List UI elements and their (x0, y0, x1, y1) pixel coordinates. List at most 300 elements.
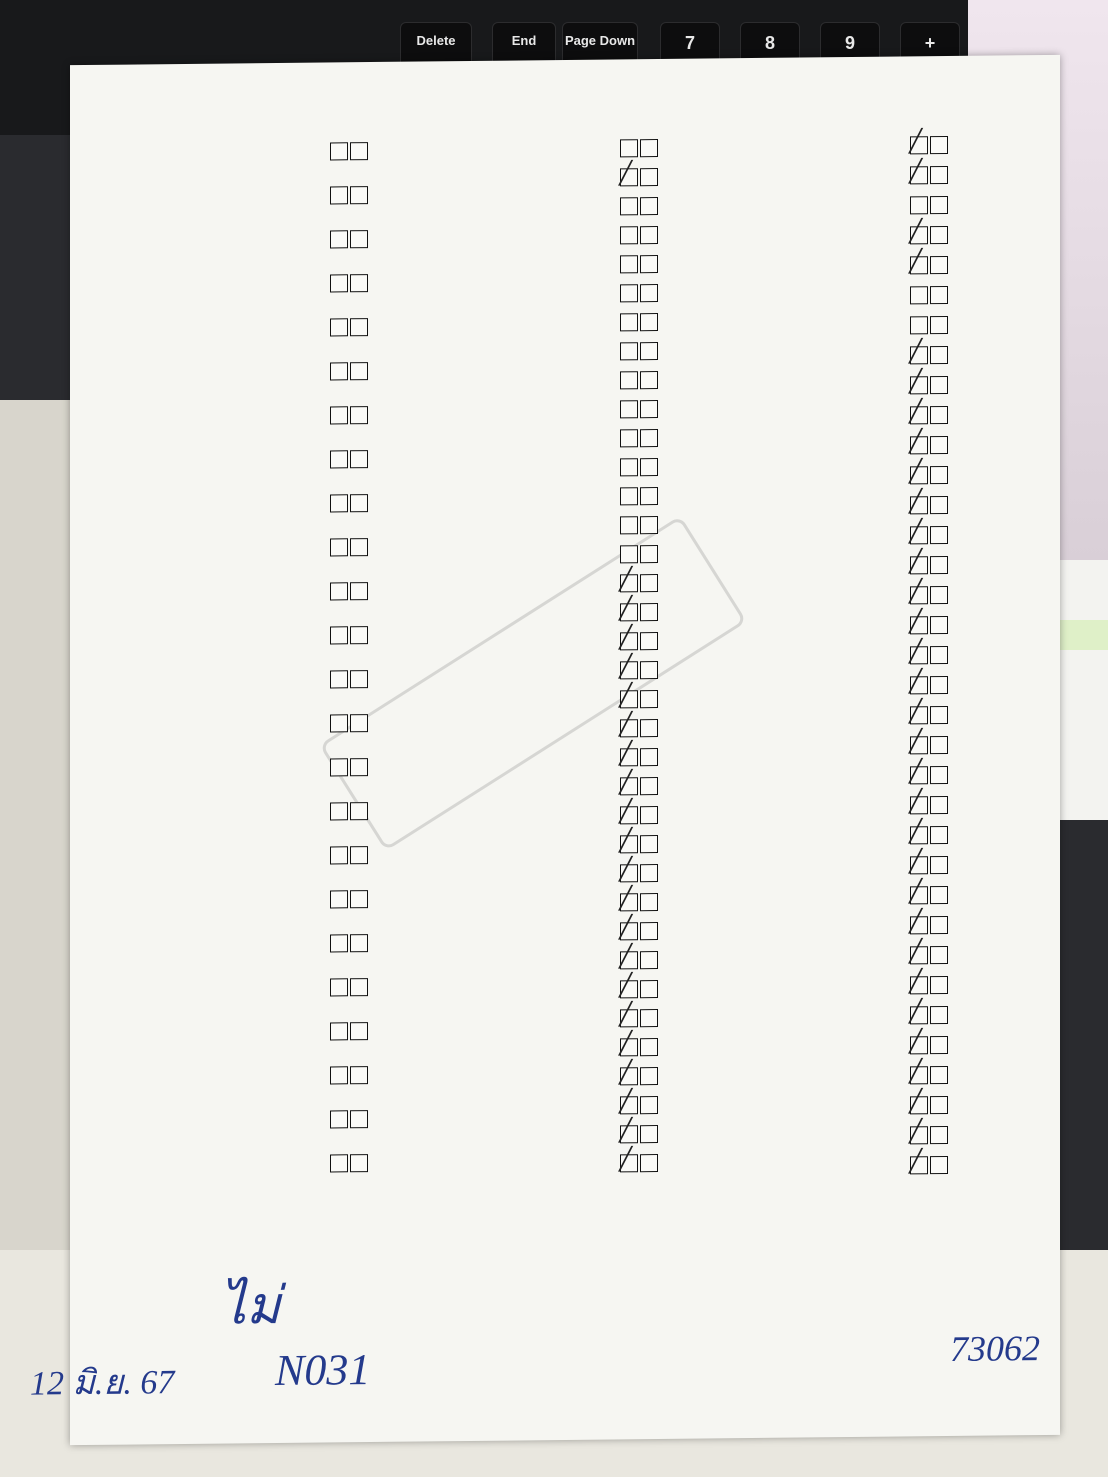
checkbox-fix[interactable] (930, 526, 948, 544)
checkbox-normal[interactable] (330, 890, 348, 908)
checkbox-normal[interactable] (619, 1147, 638, 1173)
checkbox-fix[interactable] (640, 226, 658, 244)
checklist-item (385, 429, 675, 454)
checklist-item (385, 226, 675, 251)
checklist-item (670, 969, 1050, 1001)
checkbox-normal[interactable] (619, 770, 638, 796)
checkbox-normal[interactable] (330, 1110, 348, 1128)
checkbox-normal[interactable] (620, 284, 638, 302)
checklist-item (100, 362, 390, 387)
checkbox-fix[interactable] (350, 318, 368, 336)
checklist-item (385, 161, 675, 193)
checkbox-fix[interactable] (640, 603, 658, 621)
checkbox-normal[interactable] (620, 226, 638, 244)
code-handwritten: N031 (275, 1345, 371, 1396)
check-mark-icon: ╱ (909, 399, 923, 425)
checkbox-normal[interactable] (619, 857, 638, 883)
checklist-item (670, 399, 1050, 431)
checklist-item (385, 741, 675, 773)
checkbox-fix[interactable] (350, 626, 368, 644)
checklist-item (100, 758, 390, 783)
checkbox-normal[interactable] (620, 429, 638, 447)
form-title (70, 73, 1060, 83)
checkbox-normal[interactable] (909, 579, 928, 605)
check-mark-icon: ╱ (619, 1147, 633, 1173)
checkbox-normal[interactable] (330, 274, 348, 292)
checkbox-fix[interactable] (930, 226, 948, 244)
check-mark-icon: ╱ (909, 369, 923, 395)
checkbox-fix[interactable] (640, 255, 658, 273)
checkbox-normal[interactable] (330, 186, 348, 204)
checkbox-fix[interactable] (930, 1156, 948, 1174)
checkbox-fix[interactable] (350, 230, 368, 248)
checkbox-fix[interactable] (930, 556, 948, 574)
checklist-item (100, 230, 390, 255)
checkbox-fix[interactable] (930, 766, 948, 784)
checklist-item (385, 973, 675, 1005)
inspection-form (30, 55, 1060, 1445)
checkbox-fix[interactable] (350, 142, 368, 160)
checklist-item (385, 139, 675, 164)
checklist-item (385, 1118, 675, 1150)
checkbox-fix[interactable] (930, 1066, 948, 1084)
checklist-item (100, 1154, 390, 1179)
checklist-item (100, 978, 390, 1003)
checkbox-fix[interactable] (350, 846, 368, 864)
checkbox-fix[interactable] (350, 450, 368, 468)
checklist-item (100, 318, 390, 343)
checkbox-fix[interactable] (640, 516, 658, 534)
key-label: 7 (684, 33, 695, 53)
checkbox-fix[interactable] (350, 582, 368, 600)
check-mark-icon: ╱ (909, 339, 923, 365)
checkbox-fix[interactable] (640, 429, 658, 447)
checkbox-fix[interactable] (350, 802, 368, 820)
checkbox-normal[interactable] (620, 516, 638, 534)
checkbox-normal[interactable] (909, 489, 928, 515)
checkbox-fix[interactable] (930, 166, 948, 184)
checkbox-fix[interactable] (640, 1038, 658, 1056)
checkbox-normal[interactable] (619, 567, 638, 593)
checklist-item (385, 683, 675, 715)
checkbox-fix[interactable] (930, 346, 948, 364)
check-mark-icon: ╱ (619, 1031, 633, 1057)
checkbox-normal[interactable] (910, 316, 928, 334)
check-mark-icon: ╱ (909, 1119, 923, 1145)
checkbox-fix[interactable] (640, 1154, 658, 1172)
checkbox-fix[interactable] (930, 496, 948, 514)
checkbox-fix[interactable] (350, 890, 368, 908)
checkbox-fix[interactable] (930, 376, 948, 394)
checkbox-normal[interactable] (909, 1029, 928, 1055)
checkbox-fix[interactable] (930, 946, 948, 964)
checkbox-fix[interactable] (640, 748, 658, 766)
checkbox-normal[interactable] (909, 609, 928, 635)
checklist-item (670, 909, 1050, 941)
checkbox-normal[interactable] (619, 915, 638, 941)
checkbox-fix[interactable] (930, 1036, 948, 1054)
qc-signature: ไม่ (220, 1277, 281, 1336)
checkbox-fix[interactable] (640, 661, 658, 679)
checkbox-normal[interactable] (909, 1059, 928, 1085)
check-mark-icon: ╱ (619, 683, 633, 709)
checkbox-fix[interactable] (930, 406, 948, 424)
checkbox-normal[interactable] (619, 654, 638, 680)
checkbox-normal[interactable] (909, 999, 928, 1025)
checkbox-fix[interactable] (930, 136, 948, 154)
check-mark-icon: ╱ (909, 1059, 923, 1085)
checkbox-fix[interactable] (350, 978, 368, 996)
checklist-item (670, 195, 1050, 221)
checklist-item (385, 545, 675, 570)
checkbox-fix[interactable] (350, 406, 368, 424)
checkbox-normal[interactable] (619, 799, 638, 825)
checkbox-normal[interactable] (619, 712, 638, 738)
checkbox-fix[interactable] (640, 1067, 658, 1085)
checklist-item (100, 714, 390, 739)
checklist-column-2 (385, 119, 675, 1173)
checkbox-fix[interactable] (640, 487, 658, 505)
checkbox-normal[interactable] (619, 625, 638, 651)
checkbox-normal[interactable] (330, 802, 348, 820)
checkbox-fix[interactable] (350, 538, 368, 556)
checkbox-fix[interactable] (350, 1022, 368, 1040)
date-handwritten: 12 มิ.ย. 67 (30, 1364, 175, 1403)
checkbox-fix[interactable] (930, 316, 948, 334)
checklist-item (385, 342, 675, 367)
checkbox-fix[interactable] (930, 916, 948, 934)
checkbox-fix[interactable] (640, 777, 658, 795)
checkbox-normal[interactable] (330, 406, 348, 424)
checklist-item (385, 197, 675, 222)
checkbox-fix[interactable] (350, 494, 368, 512)
checkbox-fix[interactable] (930, 976, 948, 994)
checkbox-fix[interactable] (640, 835, 658, 853)
checklist-item (385, 1031, 675, 1063)
checkbox-normal[interactable] (909, 939, 928, 965)
checkbox-normal[interactable] (909, 699, 928, 725)
checklist-item (670, 249, 1050, 281)
checkbox-fix[interactable] (930, 736, 948, 754)
checkbox-normal[interactable] (619, 886, 638, 912)
checklist-item (100, 1110, 390, 1135)
check-mark-icon: ╱ (619, 799, 633, 825)
checkbox-fix[interactable] (350, 1110, 368, 1128)
checkbox-normal[interactable] (619, 1060, 638, 1086)
checkbox-normal[interactable] (330, 362, 348, 380)
checkbox-normal[interactable] (909, 759, 928, 785)
checkbox-fix[interactable] (640, 980, 658, 998)
check-mark-icon: ╱ (619, 625, 633, 651)
checkbox-fix[interactable] (640, 139, 658, 157)
checkbox-fix[interactable] (640, 458, 658, 476)
checklist-item (385, 944, 675, 976)
checkbox-fix[interactable] (640, 545, 658, 563)
checkbox-fix[interactable] (930, 646, 948, 664)
checkbox-normal[interactable] (330, 1154, 348, 1172)
check-mark-icon: ╱ (909, 1149, 923, 1175)
checkbox-normal[interactable] (910, 196, 928, 214)
checkbox-normal[interactable] (620, 458, 638, 476)
checkbox-fix[interactable] (640, 951, 658, 969)
checkbox-normal[interactable] (619, 1118, 638, 1144)
check-mark-icon: ╱ (619, 1089, 633, 1115)
checkbox-normal[interactable] (619, 1089, 638, 1115)
checkbox-normal[interactable] (909, 369, 928, 395)
check-mark-icon: ╱ (909, 129, 923, 155)
checklist-item (100, 846, 390, 871)
checkbox-fix[interactable] (930, 1006, 948, 1024)
checkbox-normal[interactable] (909, 399, 928, 425)
checkbox-fix[interactable] (930, 886, 948, 904)
checkbox-normal[interactable] (909, 249, 928, 275)
checklist-item (670, 549, 1050, 581)
key-label: End (511, 33, 537, 48)
checklist-column-3 (670, 115, 1050, 1175)
checkbox-normal[interactable] (909, 429, 928, 455)
checkbox-normal[interactable] (619, 161, 638, 187)
checkbox-normal[interactable] (909, 669, 928, 695)
checkbox-fix[interactable] (930, 436, 948, 454)
checklist-item (670, 489, 1050, 521)
checklist-item (670, 759, 1050, 791)
checklist-item (100, 538, 390, 563)
check-mark-icon: ╱ (909, 669, 923, 695)
checkbox-normal[interactable] (909, 1149, 928, 1175)
checkbox-fix[interactable] (350, 670, 368, 688)
checkbox-fix[interactable] (930, 826, 948, 844)
checkbox-fix[interactable] (930, 286, 948, 304)
checklist-item (385, 371, 675, 396)
checkbox-normal[interactable] (909, 519, 928, 545)
check-mark-icon: ╱ (619, 1002, 633, 1028)
checklist-item (670, 819, 1050, 851)
check-mark-icon: ╱ (909, 729, 923, 755)
checkbox-fix[interactable] (350, 714, 368, 732)
checkbox-normal[interactable] (619, 1002, 638, 1028)
check-mark-icon: ╱ (619, 857, 633, 883)
checkbox-fix[interactable] (930, 706, 948, 724)
check-mark-icon: ╱ (909, 549, 923, 575)
checkbox-normal[interactable] (620, 197, 638, 215)
checkbox-normal[interactable] (330, 758, 348, 776)
checkbox-normal[interactable] (909, 789, 928, 815)
checkbox-normal[interactable] (330, 230, 348, 248)
checkbox-normal[interactable] (330, 538, 348, 556)
checklist-item (385, 886, 675, 918)
key-label: Page Down (564, 33, 636, 48)
check-mark-icon: ╱ (909, 579, 923, 605)
checkbox-fix[interactable] (350, 274, 368, 292)
checkbox-normal[interactable] (619, 683, 638, 709)
checkbox-normal[interactable] (330, 626, 348, 644)
check-mark-icon: ╱ (909, 459, 923, 485)
checklist-item (670, 219, 1050, 251)
checkbox-fix[interactable] (930, 796, 948, 814)
checkbox-normal[interactable] (909, 129, 928, 155)
checkbox-normal[interactable] (330, 934, 348, 952)
checkbox-fix[interactable] (930, 1096, 948, 1114)
checkbox-fix[interactable] (640, 632, 658, 650)
checkbox-normal[interactable] (619, 944, 638, 970)
checkbox-fix[interactable] (640, 806, 658, 824)
check-mark-icon: ╱ (619, 886, 633, 912)
checklist-item (385, 1060, 675, 1092)
check-mark-icon: ╱ (909, 879, 923, 905)
checkbox-fix[interactable] (930, 616, 948, 634)
checkbox-normal[interactable] (330, 1066, 348, 1084)
checkbox-normal[interactable] (330, 846, 348, 864)
checklist-item (670, 639, 1050, 671)
checkbox-fix[interactable] (640, 371, 658, 389)
check-mark-icon: ╱ (619, 654, 633, 680)
checklist-item (670, 789, 1050, 821)
checklist-item (100, 406, 390, 431)
checkbox-fix[interactable] (930, 676, 948, 694)
checkbox-fix[interactable] (640, 574, 658, 592)
checkbox-fix[interactable] (930, 256, 948, 274)
checkbox-fix[interactable] (640, 864, 658, 882)
checkbox-fix[interactable] (930, 586, 948, 604)
checkbox-normal[interactable] (330, 582, 348, 600)
checkbox-normal[interactable] (909, 159, 928, 185)
checkbox-normal[interactable] (620, 371, 638, 389)
checkbox-normal[interactable] (909, 549, 928, 575)
check-mark-icon: ╱ (909, 639, 923, 665)
checkbox-normal[interactable] (619, 828, 638, 854)
check-mark-icon: ╱ (619, 596, 633, 622)
checkbox-normal[interactable] (909, 219, 928, 245)
checkbox-fix[interactable] (930, 1126, 948, 1144)
checkbox-normal[interactable] (619, 1031, 638, 1057)
check-mark-icon: ╱ (909, 849, 923, 875)
checklist-item (385, 1089, 675, 1121)
checklist-item (100, 450, 390, 475)
checkbox-fix[interactable] (350, 1066, 368, 1084)
checkbox-normal[interactable] (619, 596, 638, 622)
checkbox-normal[interactable] (620, 313, 638, 331)
checklist-item (385, 487, 675, 512)
checklist-item (670, 729, 1050, 761)
check-mark-icon: ╱ (909, 969, 923, 995)
checkbox-normal[interactable] (330, 318, 348, 336)
checkbox-normal[interactable] (909, 729, 928, 755)
checkbox-normal[interactable] (620, 139, 638, 157)
checklist-item (670, 1029, 1050, 1061)
checkbox-fix[interactable] (640, 400, 658, 418)
checkbox-normal[interactable] (909, 459, 928, 485)
checkbox-fix[interactable] (640, 1096, 658, 1114)
checklist-item (385, 915, 675, 947)
check-mark-icon: ╱ (619, 915, 633, 941)
checklist-item (670, 1059, 1050, 1091)
checkbox-normal[interactable] (330, 1022, 348, 1040)
checkbox-fix[interactable] (350, 362, 368, 380)
checkbox-fix[interactable] (930, 856, 948, 874)
checklist-item (670, 579, 1050, 611)
checkbox-normal[interactable] (330, 978, 348, 996)
checkbox-fix[interactable] (640, 719, 658, 737)
checkbox-normal[interactable] (909, 969, 928, 995)
checkbox-normal[interactable] (909, 879, 928, 905)
checkbox-normal[interactable] (620, 545, 638, 563)
checkbox-fix[interactable] (350, 934, 368, 952)
checkbox-normal[interactable] (330, 450, 348, 468)
check-mark-icon: ╱ (909, 699, 923, 725)
checkbox-normal[interactable] (330, 670, 348, 688)
key-label: 8 (764, 33, 775, 53)
checklist-item (670, 609, 1050, 641)
checklist-item (100, 494, 390, 519)
check-mark-icon: ╱ (619, 944, 633, 970)
checklist-item (385, 770, 675, 802)
checkbox-normal[interactable] (330, 494, 348, 512)
checklist-item (670, 849, 1050, 881)
checklist-item (670, 459, 1050, 491)
checkbox-fix[interactable] (640, 893, 658, 911)
checkbox-fix[interactable] (350, 186, 368, 204)
checkbox-normal[interactable] (620, 400, 638, 418)
checkbox-normal[interactable] (909, 639, 928, 665)
checkbox-fix[interactable] (640, 168, 658, 186)
checklist-item (670, 699, 1050, 731)
checklist-item (385, 458, 675, 483)
checkbox-fix[interactable] (350, 758, 368, 776)
checklist-item (670, 339, 1050, 371)
check-mark-icon: ╱ (619, 1060, 633, 1086)
key-label: 9 (844, 33, 855, 53)
check-mark-icon: ╱ (619, 828, 633, 854)
checkbox-normal[interactable] (909, 1119, 928, 1145)
checkbox-fix[interactable] (930, 466, 948, 484)
checkbox-fix[interactable] (640, 197, 658, 215)
key-label: + (924, 33, 936, 53)
checkbox-normal[interactable] (620, 487, 638, 505)
checkbox-fix[interactable] (640, 922, 658, 940)
checkbox-normal[interactable] (330, 142, 348, 160)
checklist-item (670, 879, 1050, 911)
checkbox-fix[interactable] (640, 690, 658, 708)
checkbox-normal[interactable] (909, 1089, 928, 1115)
checkbox-normal[interactable] (909, 909, 928, 935)
checkbox-normal[interactable] (909, 339, 928, 365)
checkbox-fix[interactable] (350, 1154, 368, 1172)
checkbox-fix[interactable] (640, 1009, 658, 1027)
checkbox-fix[interactable] (930, 196, 948, 214)
checklist-item (670, 939, 1050, 971)
checkbox-normal[interactable] (909, 849, 928, 875)
checkbox-normal[interactable] (619, 973, 638, 999)
checklist-item (670, 519, 1050, 551)
checkbox-normal[interactable] (910, 286, 928, 304)
checkbox-fix[interactable] (640, 342, 658, 360)
check-mark-icon: ╱ (909, 789, 923, 815)
check-mark-icon: ╱ (619, 1118, 633, 1144)
checkbox-normal[interactable] (330, 714, 348, 732)
checklist-item (100, 274, 390, 299)
check-mark-icon: ╱ (619, 567, 633, 593)
checklist-item (670, 129, 1050, 161)
checkbox-normal[interactable] (619, 741, 638, 767)
checkbox-normal[interactable] (620, 342, 638, 360)
checklist-item (670, 1119, 1050, 1151)
checkbox-normal[interactable] (909, 819, 928, 845)
checkbox-fix[interactable] (640, 313, 658, 331)
checkbox-normal[interactable] (620, 255, 638, 273)
check-mark-icon: ╱ (619, 712, 633, 738)
checkbox-fix[interactable] (640, 284, 658, 302)
checkbox-fix[interactable] (640, 1125, 658, 1143)
